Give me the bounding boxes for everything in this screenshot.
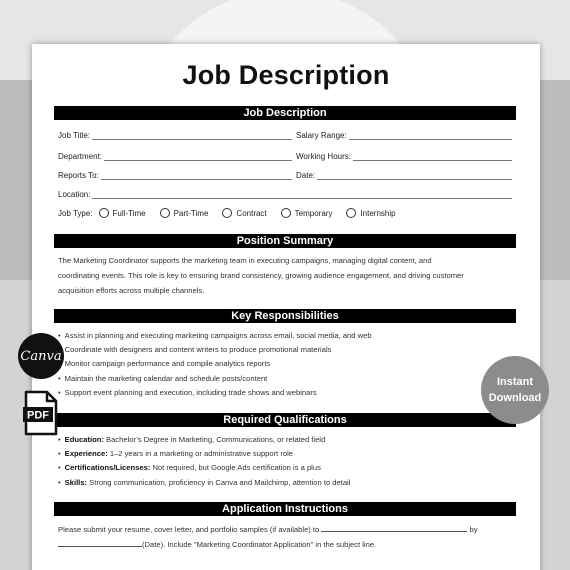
qualification-label: Certifications/Licenses: — [64, 463, 151, 473]
summary-line: acquisition efforts across multiple channels. — [58, 286, 205, 295]
working-hours-field[interactable] — [296, 149, 512, 161]
reports-to-label: Reports To: — [58, 171, 99, 180]
application-text: (Date). Include "Marketing Coordinator Application" in the subject line. — [142, 540, 377, 549]
list-item: • Assist in planning and executing marketing campaigns across email, social media, and web — [58, 329, 514, 343]
list-item: • Coordinate with designers and content writers to produce promotional materials — [58, 343, 514, 357]
qualification-label: Experience: — [64, 449, 108, 459]
working-hours-label: Working Hours: — [296, 152, 351, 161]
application-text: by — [469, 525, 478, 534]
position-summary-text — [58, 253, 514, 298]
section-header-required-qualifications: Required Qualifications — [54, 413, 516, 427]
option-label: Part-Time — [173, 208, 209, 218]
job-title-field[interactable] — [58, 128, 292, 140]
department-field[interactable] — [58, 149, 292, 161]
instant-badge-line: Instant — [496, 376, 534, 388]
application-instructions-text — [58, 522, 514, 552]
instant-download-badge — [481, 356, 549, 424]
canva-logo — [18, 333, 64, 379]
location-field[interactable] — [58, 187, 512, 199]
instant-badge-line: Download — [488, 392, 542, 404]
section-header-position-summary: Position Summary — [54, 234, 516, 248]
date-blank-line[interactable] — [58, 539, 142, 547]
job-title-line — [92, 131, 292, 140]
summary-line: The Marketing Coordinator supports the marketing team in executing campaigns, managing digital content, and — [58, 256, 432, 265]
option-label: Temporary — [294, 208, 333, 218]
application-text: Please submit your resume, cover letter, and portfolio samples (if available) to — [58, 525, 320, 534]
list-item — [58, 461, 514, 475]
date-line — [317, 171, 512, 180]
salary-range-line — [349, 131, 512, 140]
reports-to-line — [101, 171, 292, 180]
section-header-application-instructions: Application Instructions — [54, 502, 516, 516]
responsibilities-list — [58, 329, 514, 400]
radio-icon[interactable] — [99, 208, 109, 218]
list-item — [58, 447, 514, 461]
location-line — [92, 190, 512, 199]
department-line — [104, 152, 292, 161]
document-page — [32, 44, 540, 570]
option-label: Contract — [236, 208, 267, 218]
job-type-option-internship[interactable] — [346, 208, 395, 218]
job-type-option-full-time[interactable] — [99, 208, 146, 218]
radio-icon[interactable] — [160, 208, 170, 218]
list-item: • Monitor campaign performance and compile analytics reports — [58, 357, 514, 371]
qualification-label: Skills: — [64, 477, 88, 487]
department-label: Department: — [58, 152, 103, 161]
email-blank-line[interactable] — [321, 524, 467, 532]
list-item — [58, 476, 514, 490]
application-line-1 — [58, 522, 514, 537]
option-label: Internship — [360, 208, 396, 218]
qualification-text: 1–2 years in a marketing or administrative support role — [107, 449, 294, 459]
qualification-text: Not required, but Google Ads certification is a plus — [150, 463, 321, 473]
location-label: Location: — [58, 190, 91, 199]
qualification-label: Education: — [64, 435, 104, 444]
list-item — [58, 433, 514, 447]
option-label: Full-Time — [112, 208, 146, 218]
salary-range-label: Salary Range: — [296, 131, 347, 140]
radio-icon[interactable] — [281, 208, 291, 218]
working-hours-line — [353, 152, 512, 161]
section-header-key-responsibilities: Key Responsibilities — [54, 309, 516, 323]
date-label: Date: — [296, 171, 316, 180]
job-type-label: Job Type: — [58, 208, 93, 218]
pdf-file-icon — [23, 390, 59, 436]
job-type-option-part-time[interactable] — [160, 208, 209, 218]
section-header-job-description: Job Description — [54, 106, 516, 120]
job-title-label: Job Title: — [58, 131, 91, 140]
radio-icon[interactable] — [346, 208, 356, 218]
canva-logo-text: Canva — [20, 348, 62, 364]
qualifications-list — [58, 433, 514, 490]
job-type-option-temporary[interactable] — [281, 208, 333, 218]
summary-line: coordinating events. This role is key to ensuring brand consistency, growing audience engagement, and driving customer — [58, 271, 464, 280]
application-line-2 — [58, 537, 514, 552]
list-item: • Maintain the marketing calendar and schedule posts/content — [58, 372, 514, 386]
salary-range-field[interactable] — [296, 128, 512, 140]
qualification-text: Bachelor’s Degree in Marketing, Communications, or related field — [103, 435, 326, 444]
page-title: Job Description — [182, 60, 390, 90]
job-type-option-contract[interactable] — [222, 208, 266, 218]
list-item: • Support event planning and execution, including trade shows and webinars — [58, 386, 514, 400]
radio-icon[interactable] — [222, 208, 232, 218]
qualification-text: Strong communication, proficiency in Canva and Mailchimp, attention to detail — [87, 477, 351, 487]
reports-to-field[interactable] — [58, 168, 292, 180]
job-type-row — [58, 207, 410, 219]
date-field[interactable] — [296, 168, 512, 180]
pdf-icon-label: PDF — [27, 409, 49, 422]
